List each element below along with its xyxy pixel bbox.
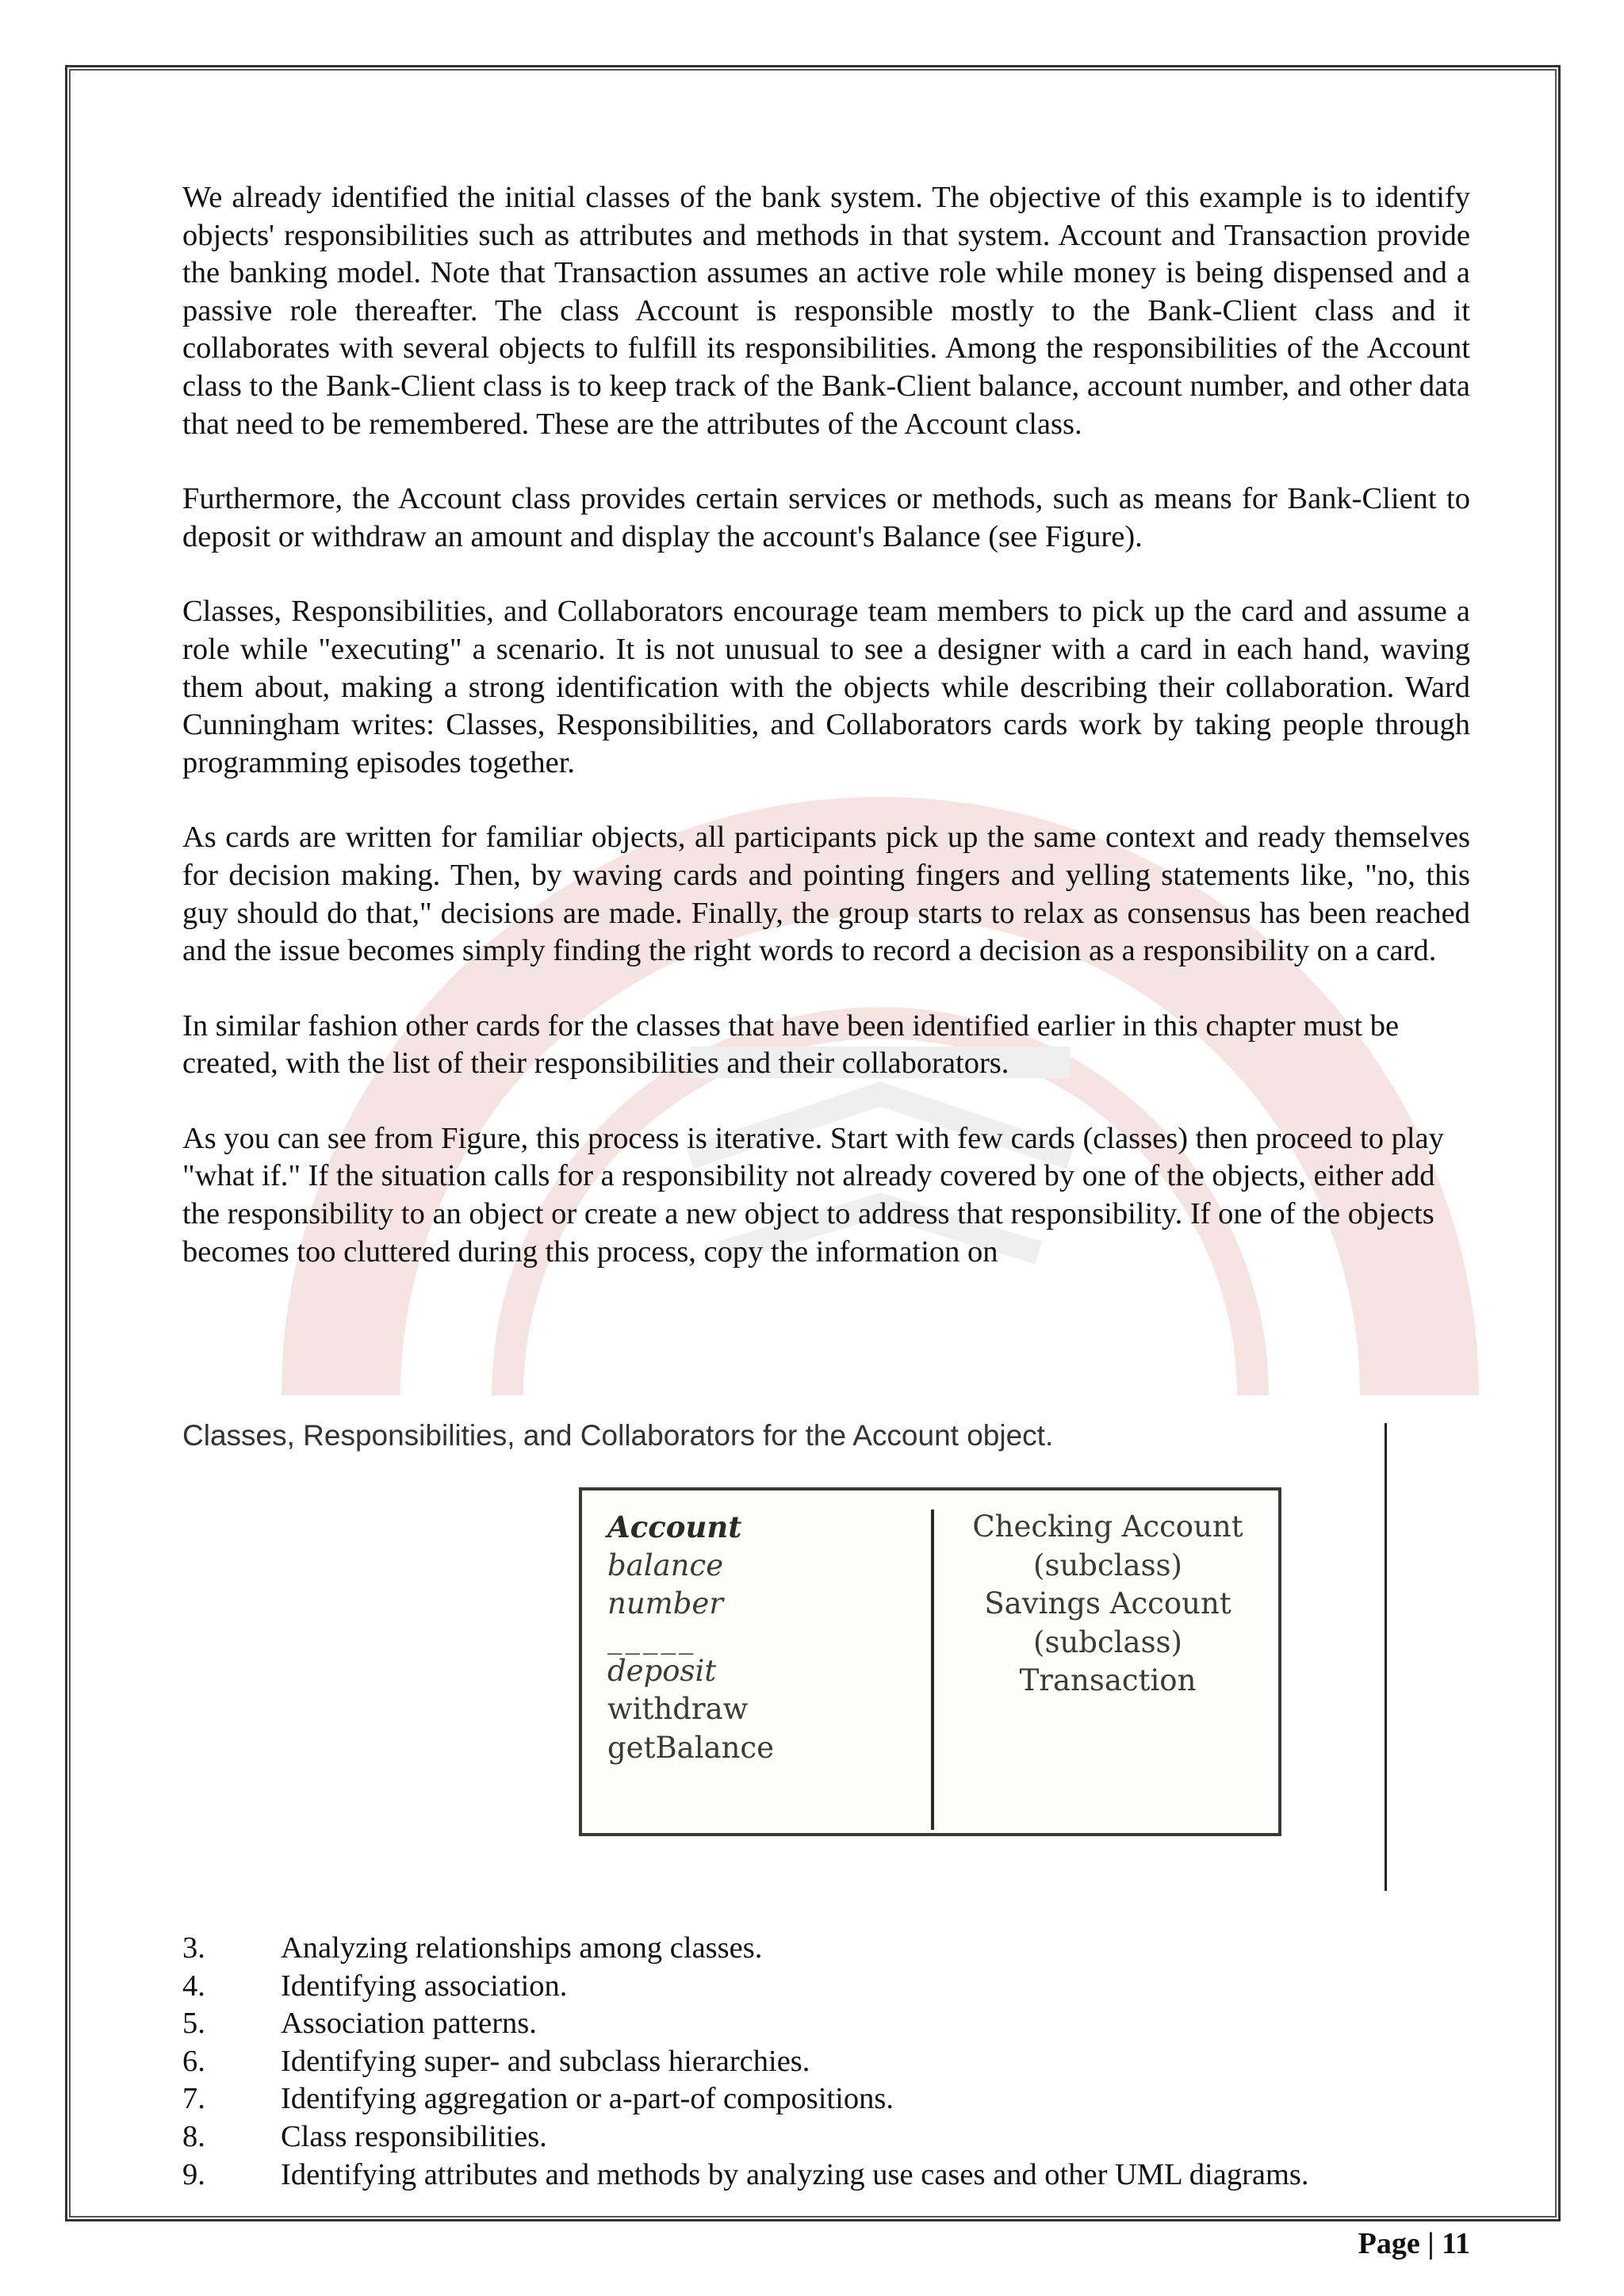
crc-collaborators [937, 1508, 1278, 1701]
list-item-text: Identifying attributes and methods by analyzing use cases and other UML diagrams. [281, 2157, 1309, 2191]
list-item-text: Identifying association. [281, 1969, 568, 2003]
list-item [182, 2156, 1309, 2195]
list-item [182, 2080, 1309, 2118]
list-item-text: Identifying aggregation or a-part-of compositions. [281, 2082, 894, 2116]
list-item-text: Association patterns. [281, 2007, 537, 2041]
crc-attribute: balance [607, 1548, 724, 1582]
crc-card [579, 1487, 1281, 1836]
crc-class-name: Account [607, 1510, 742, 1544]
paragraph: Classes, Responsibilities, and Collaborators encourage team members to pick up the card and assume a role while "executing" a scenario. It is not unusual to see a designer with a card in each hand, waving them about, making a strong identification with the objects while describing their collaboration. Ward Cunningham writes: Classes, Responsibilities, and Collaborators cards work by taking people through programming episodes together. [182, 595, 1470, 779]
figure-caption: Classes, Responsibilities, and Collaborators for the Account object. [182, 1419, 1054, 1452]
list-item-number: 3. [182, 1931, 205, 1965]
crc-separator: _____ [607, 1620, 697, 1655]
crc-collaborator: (subclass) [1033, 1548, 1182, 1582]
list-item [182, 1930, 1309, 1968]
paragraph: As cards are written for familiar objects, all participants pick up the same context and ready themselves for decision making. Then, by waving cards and pointing fingers and yelling statements like, "no, this guy should do that," decisions are made. Finally, the group starts to relax as consensus has been reached and the issue becomes simply finding the right words to record a decision as a responsibility on a card. [182, 821, 1470, 968]
paragraph: We already identified the initial classes of the bank system. The objective of this example is to identify objects' responsibilities such as attributes and methods in that system. Account and Transaction provide the banking model. Note that Transaction assumes an active role while money is being dispensed and a passive role thereafter. The class Account is responsible mostly to the Bank-Client class and it collaborates with several objects to fulfill its responsibilities. Among the responsibilities of the Account class to the Bank-Client class is to keep track of the Bank-Client balance, account number, and other data that need to be remembered. These are the attributes of the Account class. [182, 181, 1470, 441]
page-number: Page | 11 [1358, 2227, 1470, 2260]
list-item-number: 9. [182, 2157, 205, 2191]
list-item-text: Class responsibilities. [281, 2119, 547, 2153]
list-item [182, 2118, 1309, 2156]
crc-collaborator: Transaction [1019, 1663, 1197, 1697]
body-text [182, 179, 1470, 1308]
paragraph: In similar fashion other cards for the classes that have been identified earlier in this chapter must be created, with the list of their responsibilities and their collaborators. [182, 1008, 1400, 1081]
list-item-number: 8. [182, 2119, 205, 2153]
crc-collaborator: Checking Account [972, 1510, 1243, 1544]
crc-method: deposit [607, 1653, 717, 1688]
paragraph: As you can see from Figure, this process is iterative. Start with few cards (classes) then proceed to play "what if." If the situation calls for a responsibility not already covered by one of the objects, either add the responsibility to an object or create a new object to address that responsibility. If one of the objects becomes too cluttered during this process, copy the information on [182, 1121, 1444, 1269]
list-item-text: Identifying super- and subclass hierarchies. [281, 2044, 810, 2078]
list-item-number: 5. [182, 2007, 205, 2041]
figure-vertical-rule [1385, 1423, 1387, 1891]
list-item-number: 4. [182, 1969, 205, 2003]
crc-method: withdraw [607, 1692, 749, 1726]
list-item [182, 2005, 1309, 2043]
crc-responsibilities [607, 1508, 774, 1767]
list-item [182, 2043, 1309, 2081]
crc-method: getBalance [607, 1730, 775, 1765]
paragraph: Furthermore, the Account class provides certain services or methods, such as means for Bank-Client to deposit or withdraw an amount and display the account's Balance (see Figure). [182, 482, 1470, 553]
crc-divider [931, 1510, 934, 1830]
list-item [182, 1968, 1309, 2006]
crc-collaborator: (subclass) [1033, 1624, 1182, 1659]
crc-collaborator: Savings Account [984, 1586, 1231, 1621]
list-item-number: 6. [182, 2044, 205, 2078]
steps-list [182, 1930, 1309, 2194]
list-item-number: 7. [182, 2082, 205, 2116]
list-item-text: Analyzing relationships among classes. [281, 1931, 763, 1965]
crc-attribute: number [607, 1586, 724, 1621]
